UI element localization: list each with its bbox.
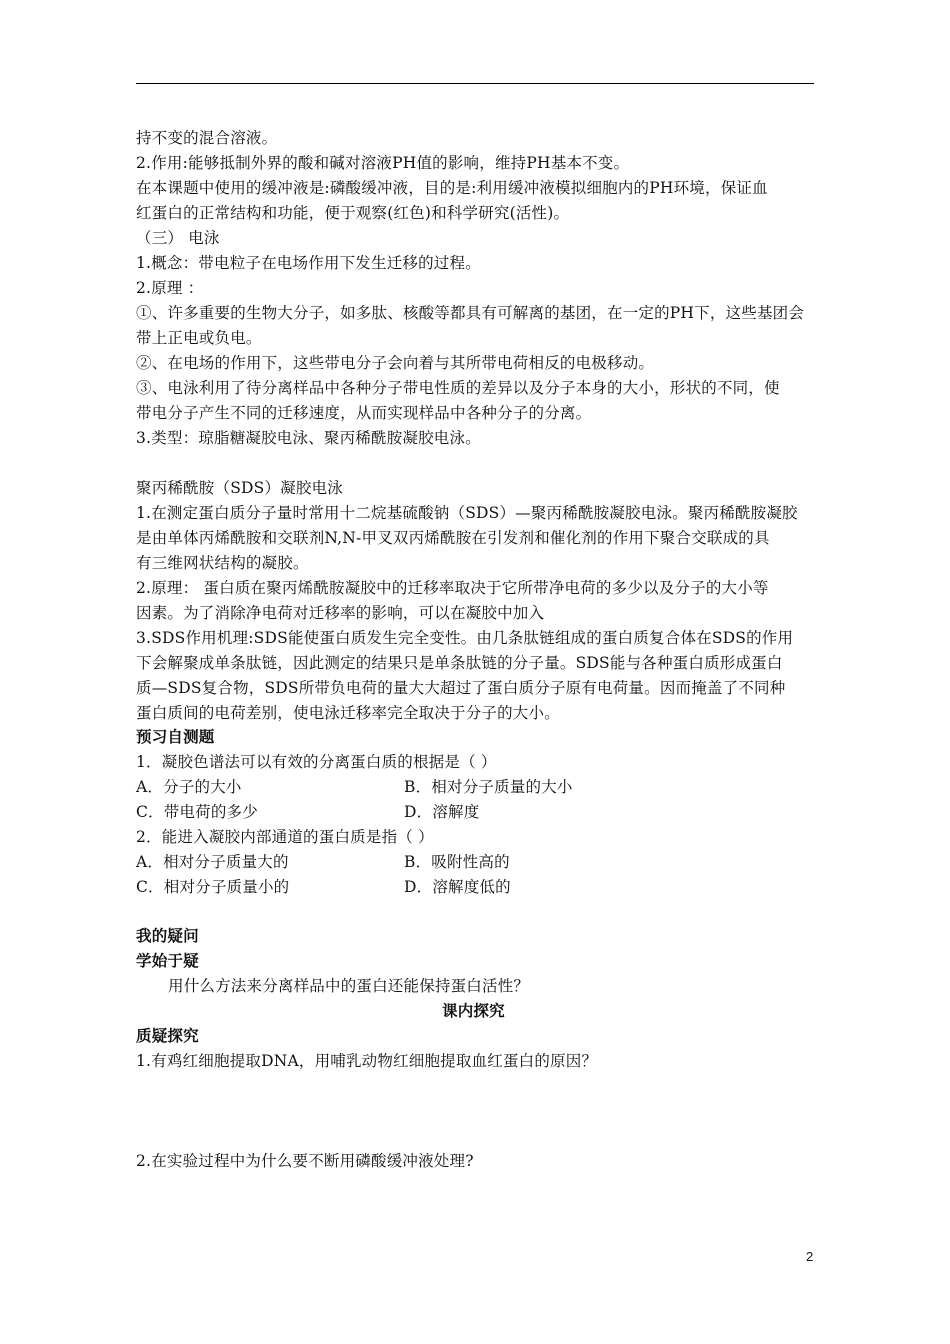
doubts-heading: 我的疑问	[136, 926, 199, 945]
inclass-title: 课内探究	[442, 1001, 505, 1020]
option-2b: B．吸附性高的	[404, 853, 510, 871]
section-heading-electrophoresis: （三） 电泳	[136, 229, 220, 247]
text-line: ③、电泳利用了待分离样品中各种分子带电性质的差异以及分子本身的大小，形状的不同，使	[136, 379, 780, 397]
text-line: 3.SDS作用机理:SDS能使蛋白质发生完全变性。由几条肽链组成的蛋白质复合体在SDS的作用	[136, 629, 794, 647]
text-line: 2.原理 ：	[136, 279, 204, 297]
page-number: 2	[806, 1249, 814, 1264]
text-line: 因素。为了消除净电荷对迁移率的影响，可以在凝胶中加入	[136, 604, 545, 622]
option-1d: D．溶解度	[404, 803, 480, 821]
question-1: 1．凝胶色谱法可以有效的分离蛋白质的根据是（ ）	[136, 753, 497, 771]
option-2d: D．溶解度低的	[404, 878, 511, 896]
inclass-question-2: 2.在实验过程中为什么要不断用磷酸缓冲液处理?	[136, 1152, 474, 1170]
text-line: 2.原理： 蛋白质在聚丙烯酰胺凝胶中的迁移率取决于它所带净电荷的多少以及分子的大小等	[136, 579, 769, 597]
text-line: 质—SDS复合物，SDS所带负电荷的量大大超过了蛋白质分子原有电荷量。因而掩盖了不同种	[136, 679, 786, 697]
text-line: 是由单体丙烯酰胺和交联剂N,N-甲叉双丙烯酰胺在引发剂和催化剂的作用下聚合交联成的具	[136, 529, 770, 547]
option-2a: A．相对分子质量大的	[136, 853, 289, 871]
text-line: 2.作用:能够抵制外界的酸和碱对溶液PH值的影响，维持PH基本不变。	[136, 154, 630, 172]
text-line: 带上正电或负电。	[136, 329, 262, 347]
text-line: ①、许多重要的生物大分子，如多肽、核酸等都具有可解离的基团，在一定的PH下，这些基团会	[136, 304, 805, 322]
inclass-heading: 质疑探究	[136, 1026, 199, 1045]
text-line: 在本课题中使用的缓冲液是:磷酸缓冲液，目的是:利用缓冲液模拟细胞内的PH环境，保证血	[136, 179, 768, 197]
text-line: 3.类型：琼脂糖凝胶电泳、聚丙稀酰胺凝胶电泳。	[136, 429, 481, 447]
preview-heading: 预习自测题	[136, 727, 215, 746]
text-line: 持不变的混合溶液。	[136, 129, 278, 147]
section-heading-sds: 聚丙稀酰胺（SDS）凝胶电泳	[136, 479, 343, 497]
doubts-question: 用什么方法来分离样品中的蛋白还能保持蛋白活性？	[168, 977, 530, 995]
option-1c: C．带电荷的多少	[136, 803, 258, 821]
text-line: 带电分子产生不同的迁移速度，从而实现样品中各种分子的分离。	[136, 404, 592, 422]
text-line: ②、在电场的作用下，这些带电分子会向着与其所带电荷相反的电极移动。	[136, 354, 655, 372]
text-line: 有三维网状结构的凝胶。	[136, 554, 309, 572]
option-1a: A．分子的大小	[136, 778, 242, 796]
text-line: 下会解聚成单条肽链，因此测定的结果只是单条肽链的分子量。SDS能与各种蛋白质形成蛋白	[136, 654, 783, 672]
text-line: 红蛋白的正常结构和功能，便于观察(红色)和科学研究(活性)。	[136, 204, 570, 222]
text-line: 1.在测定蛋白质分子量时常用十二烷基硫酸钠（SDS）—聚丙稀酰胺凝胶电泳。聚丙稀酰胺凝胶	[136, 504, 798, 522]
text-line: 1.概念：带电粒子在电场作用下发生迁移的过程。	[136, 254, 481, 272]
doubts-subheading: 学始于疑	[136, 951, 199, 970]
header-rule	[136, 83, 814, 84]
question-2: 2．能进入凝胶内部通道的蛋白质是指（ ）	[136, 828, 434, 846]
option-2c: C．相对分子质量小的	[136, 878, 290, 896]
option-1b: B．相对分子质量的大小	[404, 778, 573, 796]
inclass-question-1: 1.有鸡红细胞提取DNA，用哺乳动物红细胞提取血红蛋白的原因？	[136, 1052, 598, 1070]
text-line: 蛋白质间的电荷差别，使电泳迁移率完全取决于分子的大小。	[136, 704, 560, 722]
